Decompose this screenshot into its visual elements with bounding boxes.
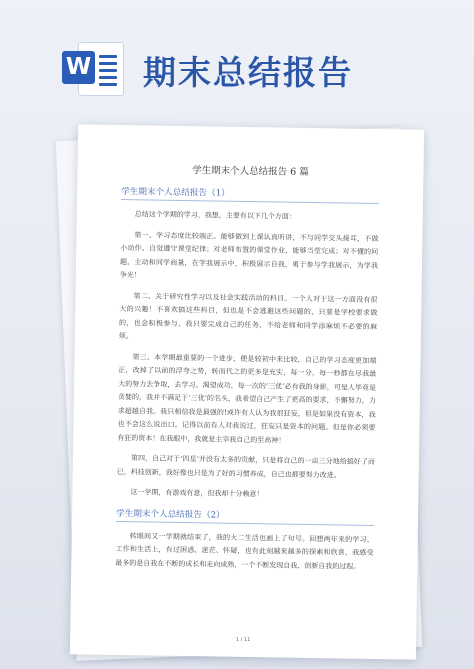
page-number: 1 / 11 — [235, 636, 251, 644]
paragraph: 第三、本学期最重要的一个进步，便是较初中来比较，自己的学习态度更加端正，改掉了以前的浮夸之势，转而代之的更多是充实，每一分，每一秒都在尽我最大的努力去争取，去学习。渴望成功，每一次的‘三优’必有我的身影，可是人毕竟是贪婪的，我并不满足于‘三优’的名头，我希望自己产生了更高的要求，不懈努力，力求超越自我。我只相信我是最强的!或许有人认为我很狂妄，但是如果没有资本，我也不会这么说出口。记得以前有人对我说过，狂妄只是资本的问题。但是你必须要有狂的资本！在我眼中，我就是主宰我自己的至高神！ — [117, 352, 377, 445]
word-badge: W — [62, 51, 95, 84]
paragraph: 第四，自己对于‘四星’并没有太多的贡献，只是将自己的一亩三分地给搞好了而已，科技创新，我好像也只是为了好的习惯养成，自己也都要努力改进。 — [116, 454, 375, 479]
document-content — [115, 161, 380, 581]
section-heading: 学生期末个人总结报告（1） — [121, 185, 379, 204]
section-heading: 学生期末个人总结报告（2） — [116, 506, 374, 525]
document-title: 学生期末个人总结报告 6 篇 — [192, 165, 309, 178]
header-banner — [0, 0, 474, 120]
word-document-icon — [62, 38, 124, 98]
banner-title: 期末总结报告 — [143, 53, 353, 92]
paragraph: 第一、学习态度比较端正。能够做到上课认真听讲，不与同学交头接耳，不做小动作。自觉遵守课堂纪律；对老师布置的课堂作业，能够当堂完成；对不懂的问题，主动和同学商量，在学我展示中，积极展示自我，勇于参与学我展示，为学我争光！ — [119, 230, 379, 280]
paragraph: 总结这个学期的学习，我想，主要有以下几个方面： — [134, 210, 296, 221]
document-page — [70, 124, 424, 659]
paragraph: 转眼间又一学期就结束了，我的大二生活也画上了句号。回想两年来的学习、工作和生活上，有过困惑、迷茫、怀疑，也有此刻越来越多的探索和欣喜，我感受最多的是自我在不断的成长和走向成熟，一个不断发现自我、创新自我的过程。 — [115, 531, 374, 571]
paragraph: 第二、关于研究性学习以及社会实践活动的科目。一个人对于这一方面没有很大的兴趣！不喜欢搞这些科目，但也是不会逃避这些问题的，只要是学校要求做的，也会积极参与，我只要完成自己的任务，不给老师和同学添麻烦不必要的麻烦。 — [118, 291, 378, 341]
paragraph: 这一学期，有游戏有意，但我却十分赖意！ — [130, 488, 264, 499]
